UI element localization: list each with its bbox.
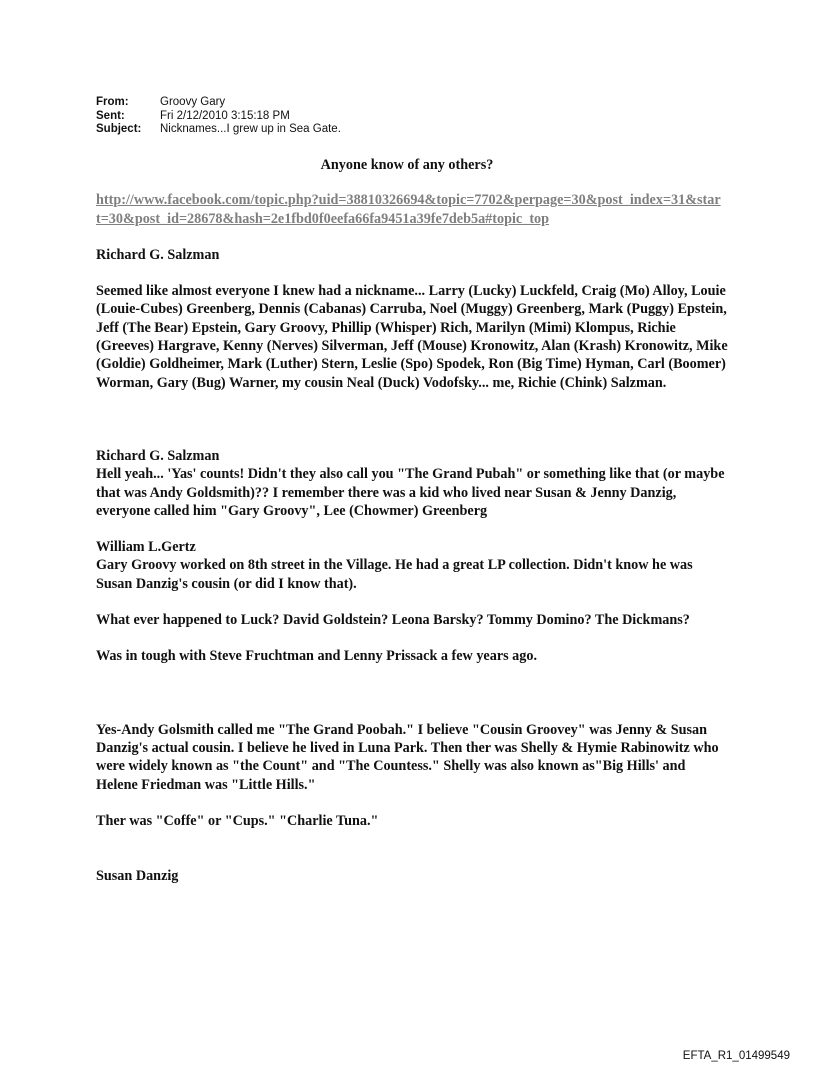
sent-row xyxy=(96,110,341,124)
post-nicknames: Seemed like almost everyone I knew had a nickname... Larry (Lucky) Luckfeld, Craig (Mo) Alloy, Louie (Louie-Cubes) Greenberg, Dennis (Cabanas) Carruba, Noel (Muggy) Greenberg, Mark (Puggy) Epstein, Jeff (The Bear) Epstein, Gary Groovy, Phillip (Whisper) Rich, Marilyn (Mimi) Klompus, Richie (Greeves) Hargrave, Kenny (Nerves) Silverman, Jeff (Mouse) Kronowitz, Alan (Krash) Kronowitz, Mike (Goldie) Goldheimer, Mark (Luther) Stern, Leslie (Spo) Spodek, Ron (Big Time) Hyman, Carl (Boomer) Worman, Gary (Bug) Warner, my cousin Neal (Duck) Vodofsky... me, Richie (Chink) Salzman. xyxy=(96,283,728,391)
from-label: From: xyxy=(96,96,129,108)
subject-value: Nicknames...I grew up in Sea Gate. xyxy=(160,123,341,135)
post-grand-poobah: Yes-Andy Golsmith called me "The Grand Poobah." I believe "Cousin Groovey" was Jenny & Susan Danzig's actual cousin. I believe he lived in Luna Park. Then ther was Shelly & Hymie Rabinowitz who were widely known as "the Count" and "The Countess." Shelly was also known as"Big Hills' and Helene Friedman was "Little Hills." xyxy=(96,721,719,793)
post-what-ever-happened: What ever happened to Luck? David Goldstein? Leona Barsky? Tommy Domino? The Dickmans? xyxy=(96,612,690,629)
document-id: EFTA_R1_01499549 xyxy=(682,1050,790,1062)
author-william: William L.Gertz xyxy=(96,539,196,556)
from-value: Groovy Gary xyxy=(160,96,226,108)
author-richard-2: Richard G. Salzman xyxy=(96,447,220,464)
from-row xyxy=(96,96,341,110)
sent-label: Sent: xyxy=(96,109,125,122)
email-header xyxy=(96,96,341,137)
subject-label: Subject: xyxy=(96,123,142,135)
email-body xyxy=(96,156,728,885)
facebook-link[interactable]: http://www.facebook.com/topic.php?uid=38810326694&topic=7702&perpage=30&post_index=31&start=30&post_id=28678&hash=2e1fbd0f0eefa66fa9451a39fe7deb5a#topic_top xyxy=(96,192,721,227)
sent-value: Fri 2/12/2010 3:15:18 PM xyxy=(160,109,290,122)
post-coffe-cups: Ther was "Coffe" or "Cups." "Charlie Tuna." xyxy=(96,812,379,829)
intro-text: Anyone know of any others? xyxy=(320,157,494,173)
post-grand-pubah: Hell yeah... 'Yas' counts! Didn't they also call you "The Grand Pubah" or something like that (or maybe that was Andy Goldsmith)?? I remember there was a kid who lived near Susan & Jenny Danzig, everyone called him "Gary Groovy", Lee (Chowmer) Greenberg xyxy=(96,466,725,519)
author-susan: Susan Danzig xyxy=(96,868,179,885)
post-gary-groovy: Gary Groovy worked on 8th street in the Village. He had a great LP collection. Didn't know he was Susan Danzig's cousin (or did I know that). xyxy=(96,557,693,592)
post-in-tough: Was in tough with Steve Fruchtman and Lenny Prissack a few years ago. xyxy=(96,648,538,665)
author-richard-1: Richard G. Salzman xyxy=(96,246,220,263)
subject-row xyxy=(96,123,341,137)
